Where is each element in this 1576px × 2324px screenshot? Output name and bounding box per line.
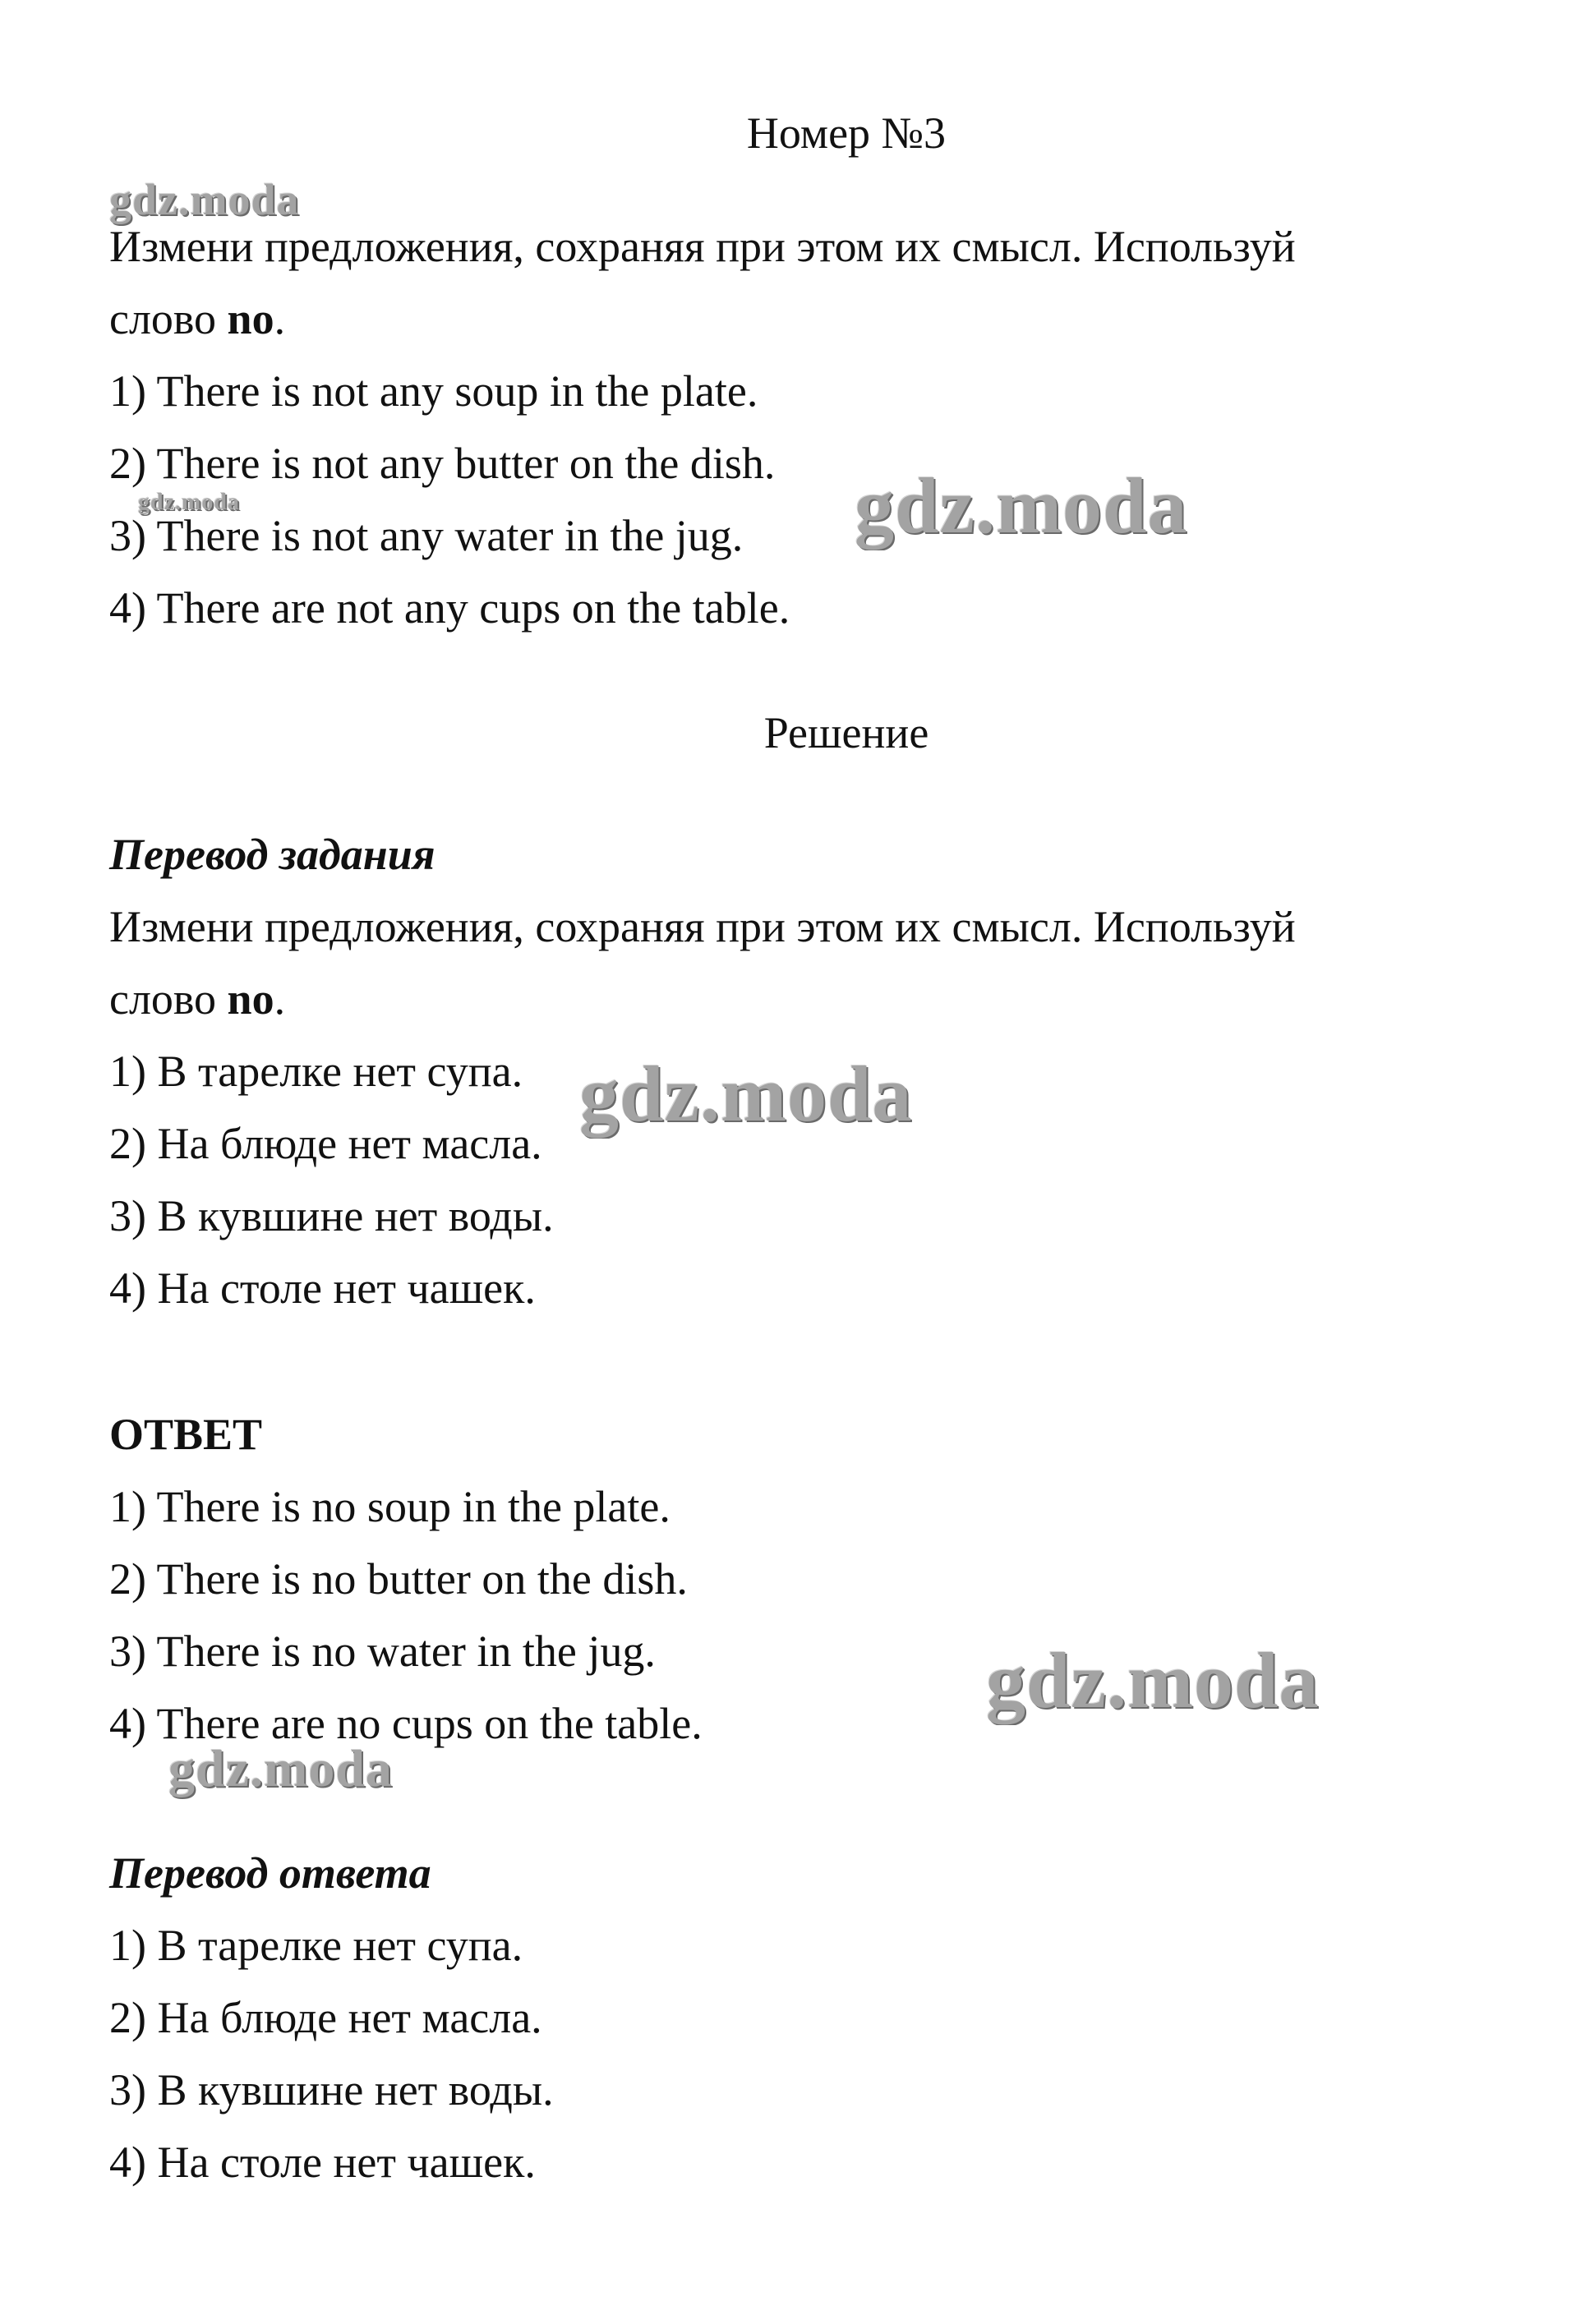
answer-translation-heading: Перевод ответа — [109, 1848, 431, 1898]
task-instruction-line-2 — [109, 294, 285, 343]
answer-heading: ОТВЕТ — [109, 1410, 263, 1459]
answer-item-1: 1) There is no soup in the plate. — [109, 1482, 670, 1531]
task-instruction-suffix: . — [274, 294, 286, 343]
translation-item-4: 4) На столе нет чашек. — [109, 1263, 536, 1313]
task-instruction-prefix: слово — [109, 294, 228, 343]
translation-heading: Перевод задания — [109, 830, 435, 879]
translation-instruction-line-2 — [109, 974, 285, 1024]
task-item-2: 2) There is not any butter on the dish. — [109, 439, 776, 488]
translation-instruction-line-1: Измени предложения, сохраняя при этом их смысл. Используй — [109, 902, 1296, 951]
translation-keyword: no — [227, 974, 274, 1024]
answer-item-3: 3) There is no water in the jug. — [109, 1627, 656, 1676]
answer-translation-item-2: 2) На блюде нет масла. — [109, 1993, 542, 2042]
task-item-4: 4) There are not any cups on the table. — [109, 583, 790, 633]
watermark-logo: gdz.moda — [579, 1050, 913, 1138]
watermark-logo: gdz.moda — [168, 1739, 393, 1797]
translation-item-2: 2) На блюде нет масла. — [109, 1119, 542, 1168]
watermark-logo: gdz.moda — [855, 462, 1188, 550]
solution-heading: Решение — [763, 708, 929, 757]
translation-instruction-prefix: слово — [109, 974, 228, 1024]
translation-instruction-suffix: . — [274, 974, 286, 1024]
task-instruction-line-1: Измени предложения, сохраняя при этом их смысл. Используй — [109, 222, 1296, 271]
answer-translation-item-3: 3) В кувшине нет воды. — [109, 2065, 554, 2115]
answer-translation-item-1: 1) В тарелке нет супа. — [109, 1921, 523, 1970]
task-keyword: no — [227, 294, 274, 343]
translation-item-3: 3) В кувшине нет воды. — [109, 1191, 554, 1240]
watermark-logo: gdz.moda — [138, 490, 240, 515]
watermark-logo: gdz.moda — [109, 175, 300, 224]
answer-translation-item-4: 4) На столе нет чашек. — [109, 2138, 536, 2187]
task-item-1: 1) There is not any soup in the plate. — [109, 366, 758, 416]
answer-item-4: 4) There are no cups on the table. — [109, 1699, 703, 1748]
answer-item-2: 2) There is no butter on the dish. — [109, 1554, 688, 1604]
task-item-3: 3) There is not any water in the jug. — [109, 511, 744, 560]
page-title: Номер №3 — [746, 108, 947, 158]
translation-item-1: 1) В тарелке нет супа. — [109, 1047, 523, 1096]
watermark-logo: gdz.moda — [986, 1636, 1320, 1724]
